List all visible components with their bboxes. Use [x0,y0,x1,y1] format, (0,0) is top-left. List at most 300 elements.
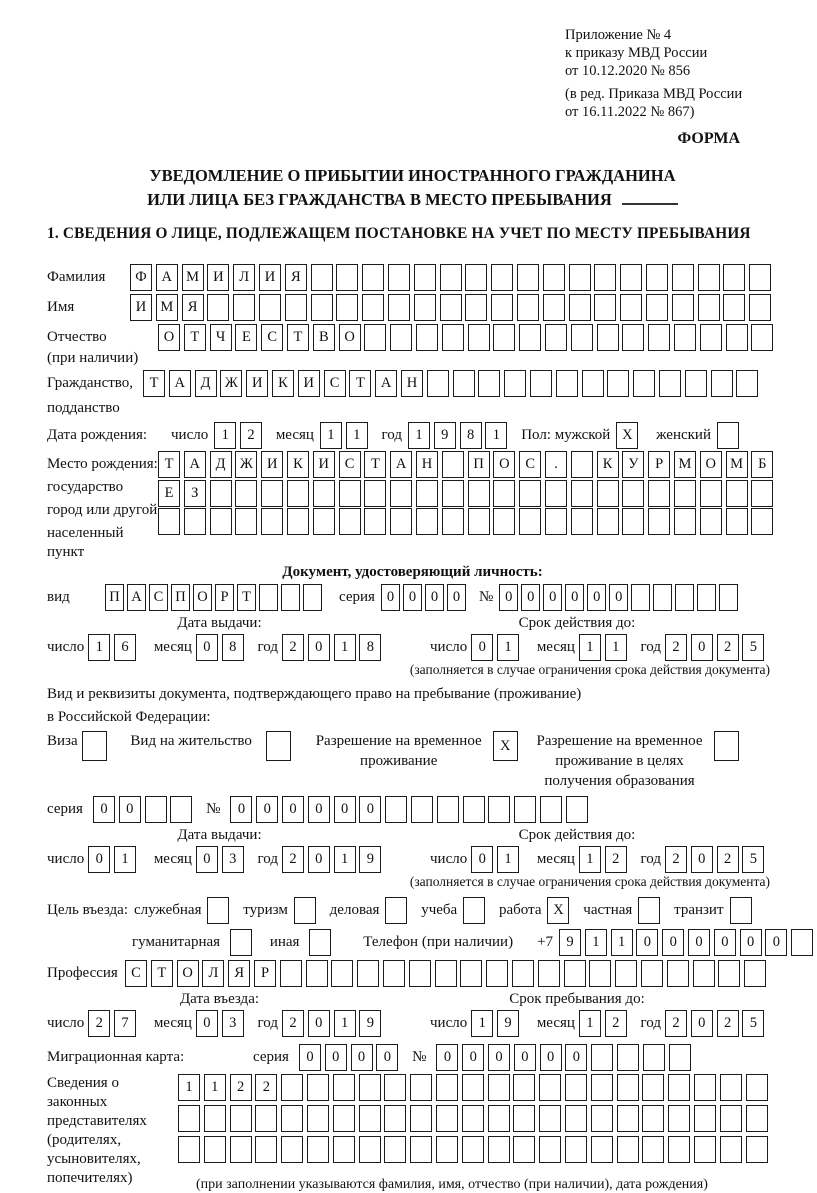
cell[interactable]: И [207,264,229,291]
cell[interactable] [646,264,668,291]
cell[interactable] [178,1105,200,1132]
cell[interactable] [569,294,591,321]
cell[interactable] [718,960,740,987]
surname-cells[interactable] [130,264,775,291]
cell[interactable] [668,1105,690,1132]
cell[interactable] [465,294,487,321]
cell[interactable] [436,1074,458,1101]
cell[interactable]: 0 [308,1010,330,1037]
cell[interactable] [170,796,192,823]
cell[interactable]: С [519,451,541,478]
cell[interactable] [543,294,565,321]
cell[interactable] [751,480,773,507]
cell[interactable] [566,796,588,823]
cell[interactable] [633,370,655,397]
cell[interactable]: О [700,451,722,478]
cell[interactable]: С [339,451,361,478]
cell[interactable]: 1 [579,634,601,661]
cell[interactable]: 9 [434,422,456,449]
cell[interactable] [261,480,283,507]
cell[interactable]: 5 [742,634,764,661]
cell[interactable] [674,324,696,351]
cell[interactable] [720,1074,742,1101]
cell[interactable] [313,480,335,507]
stay-day-cells[interactable] [471,1010,523,1037]
cell[interactable] [642,1074,664,1101]
cell[interactable]: О [339,324,361,351]
cell[interactable] [622,324,644,351]
cell[interactable] [255,1105,277,1132]
cell[interactable] [145,796,167,823]
cell[interactable]: 2 [240,422,262,449]
cell[interactable] [594,294,616,321]
cell[interactable] [641,960,663,987]
cell[interactable]: 1 [114,846,136,873]
cell[interactable]: И [130,294,152,321]
cell[interactable] [543,264,565,291]
cell[interactable] [674,508,696,535]
purpose-work-checkbox[interactable] [547,897,573,924]
cell[interactable] [384,1105,406,1132]
cell[interactable]: 3 [222,1010,244,1037]
residence-permit-checkbox[interactable] [266,731,295,761]
cell[interactable] [307,1105,329,1132]
cell[interactable] [333,1105,355,1132]
cell[interactable] [565,1105,587,1132]
cell[interactable]: 2 [282,1010,304,1037]
cell[interactable]: 1 [334,846,356,873]
cell[interactable] [462,1074,484,1101]
birth-month-cells[interactable] [320,422,372,449]
cell[interactable] [287,480,309,507]
cell[interactable] [333,1136,355,1163]
cell[interactable]: Ж [220,370,242,397]
birth-place-cells-1[interactable] [158,451,777,478]
cell[interactable] [362,264,384,291]
cell[interactable]: И [261,451,283,478]
purpose-official-checkbox[interactable] [207,897,233,924]
purpose-study-checkbox[interactable] [463,897,489,924]
mig-number-cells[interactable] [436,1044,694,1071]
cell[interactable]: 0 [765,929,787,956]
cell[interactable]: 9 [359,1010,381,1037]
cell[interactable]: 0 [376,1044,398,1071]
cell[interactable]: О [193,584,212,611]
cell[interactable] [442,451,464,478]
cell[interactable]: А [156,264,178,291]
cell[interactable] [698,294,720,321]
cell[interactable]: 2 [717,846,739,873]
cell[interactable]: М [726,451,748,478]
cell[interactable] [514,796,536,823]
cell[interactable] [306,960,328,987]
cell[interactable] [638,897,660,924]
cell[interactable]: 0 [691,1010,713,1037]
cell[interactable] [571,508,593,535]
cell[interactable]: 2 [255,1074,277,1101]
cell[interactable]: 5 [742,846,764,873]
cell[interactable] [538,960,560,987]
cell[interactable] [698,264,720,291]
cell[interactable]: 8 [359,634,381,661]
res-issue-day-cells[interactable] [88,846,140,873]
cell[interactable]: 1 [611,929,633,956]
cell[interactable] [674,480,696,507]
cell[interactable]: X [547,897,569,924]
cell[interactable] [436,1105,458,1132]
cell[interactable] [591,1105,613,1132]
cell[interactable]: 1 [408,422,430,449]
cell[interactable] [435,960,457,987]
cell[interactable] [414,294,436,321]
cell[interactable]: Р [215,584,234,611]
cell[interactable]: Т [158,451,180,478]
cell[interactable] [385,897,407,924]
cell[interactable]: 0 [308,846,330,873]
cell[interactable]: 2 [605,846,627,873]
cell[interactable] [565,1136,587,1163]
cell[interactable]: 2 [717,1010,739,1037]
cell[interactable]: 3 [222,846,244,873]
cell[interactable]: 0 [93,796,115,823]
cell[interactable]: 1 [497,634,519,661]
cell[interactable]: 0 [521,584,540,611]
citizenship-cells[interactable] [143,370,762,397]
sex-female-checkbox[interactable] [717,422,743,449]
cell[interactable] [331,960,353,987]
cell[interactable]: 2 [665,634,687,661]
cell[interactable] [311,294,333,321]
cell[interactable] [491,264,513,291]
cell[interactable]: 0 [565,1044,587,1071]
cell[interactable]: Т [237,584,256,611]
cell[interactable]: Р [648,451,670,478]
cell[interactable]: 2 [282,634,304,661]
cell[interactable] [362,294,384,321]
cell[interactable] [281,584,300,611]
cell[interactable] [642,1105,664,1132]
cell[interactable]: 0 [540,1044,562,1071]
cell[interactable]: 0 [462,1044,484,1071]
representatives-cells-2[interactable] [178,1105,771,1132]
cell[interactable] [746,1105,768,1132]
cell[interactable] [571,324,593,351]
purpose-private-checkbox[interactable] [638,897,664,924]
cell[interactable]: 2 [717,634,739,661]
purpose-business-checkbox[interactable] [385,897,411,924]
cell[interactable]: О [493,451,515,478]
cell[interactable]: Т [364,451,386,478]
cell[interactable]: И [298,370,320,397]
cell[interactable]: М [156,294,178,321]
cell[interactable] [591,1074,613,1101]
cell[interactable] [478,370,500,397]
cell[interactable] [513,1074,535,1101]
cell[interactable] [512,960,534,987]
cell[interactable] [339,508,361,535]
cell[interactable] [513,1136,535,1163]
cell[interactable] [207,294,229,321]
purpose-tourism-checkbox[interactable] [294,897,320,924]
cell[interactable] [233,294,255,321]
cell[interactable]: 9 [559,929,581,956]
cell[interactable] [462,1136,484,1163]
cell[interactable] [565,1074,587,1101]
cell[interactable]: 1 [585,929,607,956]
cell[interactable] [597,324,619,351]
cell[interactable] [589,960,611,987]
cell[interactable] [364,480,386,507]
res-issue-year-cells[interactable] [282,846,385,873]
cell[interactable] [336,294,358,321]
cell[interactable]: Т [287,324,309,351]
cell[interactable]: 0 [256,796,278,823]
cell[interactable] [493,480,515,507]
cell[interactable] [517,264,539,291]
cell[interactable]: М [182,264,204,291]
cell[interactable] [569,264,591,291]
cell[interactable] [390,480,412,507]
cell[interactable] [416,480,438,507]
cell[interactable] [744,960,766,987]
cell[interactable] [385,796,407,823]
res-issue-month-cells[interactable] [196,846,248,873]
cell[interactable]: Р [254,960,276,987]
cell[interactable] [622,508,644,535]
cell[interactable]: Я [182,294,204,321]
cell[interactable]: Я [285,264,307,291]
cell[interactable]: 0 [691,634,713,661]
res-number-cells[interactable] [230,796,591,823]
cell[interactable] [388,294,410,321]
purpose-transit-checkbox[interactable] [730,897,756,924]
cell[interactable] [486,960,508,987]
cell[interactable] [468,508,490,535]
cell[interactable] [672,294,694,321]
cell[interactable] [617,1105,639,1132]
cell[interactable] [463,897,485,924]
cell[interactable] [622,480,644,507]
cell[interactable] [410,1136,432,1163]
cell[interactable] [646,294,668,321]
cell[interactable]: 6 [114,634,136,661]
cell[interactable] [235,508,257,535]
id-expiry-month-cells[interactable] [579,634,631,661]
cell[interactable] [462,1105,484,1132]
cell[interactable] [281,1136,303,1163]
cell[interactable] [672,264,694,291]
cell[interactable] [414,264,436,291]
cell[interactable] [307,1136,329,1163]
cell[interactable]: Н [416,451,438,478]
cell[interactable] [726,480,748,507]
cell[interactable]: 0 [636,929,658,956]
id-expiry-year-cells[interactable] [665,634,768,661]
cell[interactable] [726,508,748,535]
cell[interactable] [697,584,716,611]
profession-cells[interactable] [125,960,770,987]
cell[interactable]: А [375,370,397,397]
cell[interactable] [468,480,490,507]
cell[interactable] [388,264,410,291]
cell[interactable] [390,508,412,535]
cell[interactable]: 0 [714,929,736,956]
cell[interactable] [468,324,490,351]
cell[interactable] [749,264,771,291]
cell[interactable]: 0 [691,846,713,873]
cell[interactable] [339,480,361,507]
cell[interactable]: 1 [334,1010,356,1037]
cell[interactable] [519,480,541,507]
cell[interactable] [694,1074,716,1101]
cell[interactable] [453,370,475,397]
cell[interactable]: 9 [497,1010,519,1037]
cell[interactable] [631,584,650,611]
cell[interactable] [617,1136,639,1163]
cell[interactable] [259,294,281,321]
cell[interactable] [564,960,586,987]
cell[interactable]: X [493,731,518,761]
cell[interactable]: А [390,451,412,478]
cell[interactable] [694,1105,716,1132]
cell[interactable]: П [105,584,124,611]
cell[interactable]: С [125,960,147,987]
cell[interactable]: 2 [605,1010,627,1037]
cell[interactable] [82,731,107,761]
cell[interactable] [333,1074,355,1101]
cell[interactable] [357,960,379,987]
cell[interactable]: 1 [178,1074,200,1101]
cell[interactable]: 1 [579,846,601,873]
cell[interactable]: П [468,451,490,478]
cell[interactable]: 0 [499,584,518,611]
cell[interactable] [700,324,722,351]
cell[interactable]: 0 [565,584,584,611]
id-expiry-day-cells[interactable] [471,634,523,661]
cell[interactable]: 1 [471,1010,493,1037]
cell[interactable] [436,1136,458,1163]
cell[interactable] [384,1136,406,1163]
cell[interactable]: 0 [425,584,444,611]
cell[interactable] [303,584,322,611]
cell[interactable] [281,1074,303,1101]
cell[interactable] [384,1074,406,1101]
cell[interactable] [571,451,593,478]
cell[interactable] [307,1074,329,1101]
cell[interactable]: Е [235,324,257,351]
cell[interactable]: 0 [447,584,466,611]
id-number-cells[interactable] [499,584,741,611]
cell[interactable] [717,422,739,449]
cell[interactable]: 0 [230,796,252,823]
cell[interactable]: 1 [579,1010,601,1037]
cell[interactable] [416,324,438,351]
cell[interactable]: 1 [88,634,110,661]
cell[interactable] [791,929,813,956]
cell[interactable] [410,1074,432,1101]
cell[interactable] [493,324,515,351]
temp-residence-edu-checkbox[interactable] [714,731,743,761]
cell[interactable]: X [616,422,638,449]
birth-place-cells-2[interactable] [158,480,777,507]
cell[interactable] [617,1044,639,1071]
cell[interactable]: А [169,370,191,397]
cell[interactable] [383,960,405,987]
cell[interactable]: П [171,584,190,611]
cell[interactable] [416,508,438,535]
cell[interactable] [539,1074,561,1101]
temp-residence-checkbox[interactable] [493,731,522,761]
cell[interactable] [210,480,232,507]
cell[interactable] [607,370,629,397]
cell[interactable] [437,796,459,823]
res-expiry-day-cells[interactable] [471,846,523,873]
cell[interactable] [726,324,748,351]
cell[interactable] [178,1136,200,1163]
birth-place-cells-3[interactable] [158,508,777,535]
cell[interactable] [281,1105,303,1132]
cell[interactable]: 0 [325,1044,347,1071]
cell[interactable]: 0 [196,1010,218,1037]
cell[interactable] [749,294,771,321]
cell[interactable] [539,1136,561,1163]
cell[interactable]: 2 [230,1074,252,1101]
cell[interactable]: 0 [381,584,400,611]
cell[interactable]: О [158,324,180,351]
cell[interactable]: . [545,451,567,478]
cell[interactable] [440,264,462,291]
cell[interactable] [694,1136,716,1163]
cell[interactable] [685,370,707,397]
cell[interactable]: Д [210,451,232,478]
id-issue-day-cells[interactable] [88,634,140,661]
cell[interactable]: 0 [299,1044,321,1071]
cell[interactable]: А [127,584,146,611]
cell[interactable] [714,731,739,761]
purpose-other-checkbox[interactable] [309,929,335,956]
cell[interactable] [513,1105,535,1132]
cell[interactable] [539,1105,561,1132]
cell[interactable] [309,929,331,956]
cell[interactable]: 0 [359,796,381,823]
cell[interactable]: И [259,264,281,291]
cell[interactable] [442,480,464,507]
cell[interactable] [517,294,539,321]
cell[interactable] [530,370,552,397]
cell[interactable] [751,324,773,351]
cell[interactable]: С [149,584,168,611]
cell[interactable]: 2 [88,1010,110,1037]
cell[interactable] [210,508,232,535]
cell[interactable]: 9 [359,846,381,873]
entry-month-cells[interactable] [196,1010,248,1037]
representatives-cells-1[interactable] [178,1074,771,1101]
cell[interactable]: В [313,324,335,351]
id-issue-year-cells[interactable] [282,634,385,661]
id-series-cells[interactable] [381,584,469,611]
res-expiry-month-cells[interactable] [579,846,631,873]
res-series-cells[interactable] [93,796,196,823]
cell[interactable]: 0 [740,929,762,956]
cell[interactable] [488,796,510,823]
representatives-cells-3[interactable] [178,1136,771,1163]
cell[interactable] [668,1074,690,1101]
cell[interactable]: 0 [196,634,218,661]
cell[interactable] [427,370,449,397]
cell[interactable]: 0 [308,634,330,661]
cell[interactable] [364,508,386,535]
cell[interactable]: С [261,324,283,351]
